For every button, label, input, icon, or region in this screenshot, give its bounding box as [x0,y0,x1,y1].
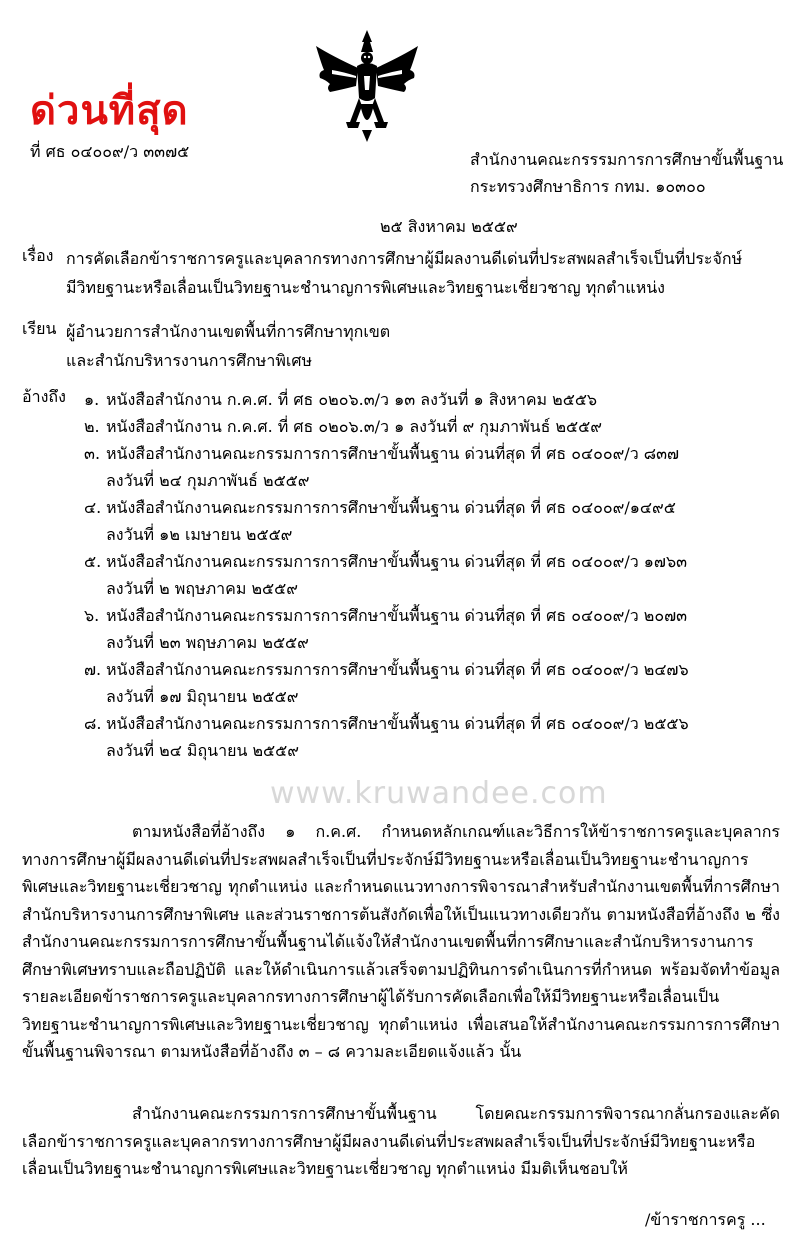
body-paragraph [22,1100,780,1183]
reference-number: ๒. [84,417,100,436]
reference-item [84,440,784,467]
recipient-text [66,317,786,375]
reference-item [84,602,784,629]
reference-item [84,386,784,413]
reference-date: ลงวันที่ ๒๓ พฤษภาคม ๒๕๕๙ [106,633,309,652]
reference-number: ๘. [84,714,102,733]
references-list [84,386,784,764]
urgent-stamp: ด่วนที่สุด [30,88,189,134]
reference-item [84,548,784,575]
reference-number: ๓. [84,444,101,463]
reference-text: หนังสือสำนักงานคณะกรรมการการศึกษาขั้นพื้นฐาน ด่วนที่สุด ที่ ศธ ๐๔๐๐๙/ว ๘๓๗ [106,444,680,463]
subject-line: การคัดเลือกข้าราชการครูและบุคลากรทางการศึกษาผู้มีผลงานดีเด่นที่ประสพผลสำเร็จเป็นที่ประจักษ์ [66,249,743,268]
subject-text [66,244,786,302]
document-date: ๒๕ สิงหาคม ๒๕๕๙ [380,217,518,236]
recipient-line: ผู้อำนวยการสำนักงานเขตพื้นที่การศึกษาทุกเขต [66,322,391,341]
reference-date: ลงวันที่ ๑๒ เมษายน ๒๕๕๙ [106,525,293,544]
subject-line: มีวิทยฐานะหรือเลื่อนเป็นวิทยฐานะชำนาญการพิเศษและวิทยฐานะเชี่ยวชาญ ทุกตำแหน่ง [66,278,665,297]
reference-date: ลงวันที่ ๒ พฤษภาคม ๒๕๕๙ [106,579,298,598]
paragraph-text: ตามหนังสือที่อ้างถึง ๑ ก.ค.ศ. กำหนดหลักเกณฑ์และวิธีการให้ข้าราชการครูและบุคลากรทางการศึกษาผู้มีผลงานดีเด่นที่ประสพผลสำเร็จเป็นที่ประจักษ์มีวิทยฐานะหรือเลื่อนเป็นวิทยฐานะชำนาญการพิเศษและวิทยฐานะเชี่ยวชาญ ทุกตำแหน่ง และกำหนดแนวทางการพิจารณาสำหรับสำนักงานเขตพื้นที่การศึกษา สำนักบริหารงานการศึกษาพิเศษ และส่วนราชการต้นสังกัดเพื่อให้เป็นแนวทางเดียวกัน ตามหนังสือที่อ้างถึง ๒ ซึ่งสำนักงานคณะกรรมการการศึกษาขั้นพื้นฐานได้แจ้งให้สำนักงานเขตพื้นที่การศึกษาและสำนักบริหารงานการศึกษาพิเศษทราบและถือปฏิบัติ และให้ดำเนินการแล้วเสร็จตามปฏิทินการดำเนินการที่กำหนด พร้อมจัดทำข้อมูลรายละเอียดข้าราชการครูและบุคลากรทางการศึกษาผู้ได้รับการคัดเลือกเพื่อให้มีวิทยฐานะหรือเลื่อนเป็นวิทยฐานะชำนาญการพิเศษและวิทยฐานะเชี่ยวชาญ ทุกตำแหน่ง เพื่อเสนอให้สำนักงานคณะกรรมการการศึกษาขั้นพื้นฐานพิจารณา ตามหนังสือที่อ้างถึง ๓ – ๘ ความละเอียดแจ้งแล้ว นั้น [22,822,780,1061]
reference-text: หนังสือสำนักงานคณะกรรมการการศึกษาขั้นพื้นฐาน ด่วนที่สุด ที่ ศธ ๐๔๐๐๙/ว ๒๕๕๖ [106,714,689,733]
continuation-marker: /ข้าราชการครู ... [645,1210,766,1229]
garuda-emblem-icon [312,26,422,146]
document-number: ที่ ศธ ๐๔๐๐๙/ว ๓๓๗๕ [30,142,190,161]
recipient-label: เรียน [22,319,57,338]
reference-date: ลงวันที่ ๑๗ มิถุนายน ๒๕๕๙ [106,687,299,706]
reference-number: ๑. [84,390,100,409]
reference-text: หนังสือสำนักงาน ก.ค.ศ. ที่ ศธ ๐๒๐๖.๓/ว ๑๓ ลงวันที่ ๑ สิงหาคม ๒๕๕๖ [106,390,598,409]
references-label: อ้างถึง [22,387,66,406]
subject-label: เรื่อง [22,246,54,265]
reference-item [84,494,784,521]
reference-number: ๔. [84,498,102,517]
watermark-text: www.kruwandee.com [270,776,608,811]
reference-text: หนังสือสำนักงานคณะกรรมการการศึกษาขั้นพื้นฐาน ด่วนที่สุด ที่ ศธ ๐๔๐๐๙/ว ๒๐๗๓ [106,606,688,625]
reference-text: หนังสือสำนักงานคณะกรรมการการศึกษาขั้นพื้นฐาน ด่วนที่สุด ที่ ศธ ๐๔๐๐๙/ว ๒๔๗๖ [106,660,689,679]
reference-text: หนังสือสำนักงาน ก.ค.ศ. ที่ ศธ ๐๒๐๖.๓/ว ๑ ลงวันที่ ๙ กุมภาพันธ์ ๒๕๕๙ [106,417,602,436]
reference-date: ลงวันที่ ๒๔ มิถุนายน ๒๕๕๙ [106,741,299,760]
reference-date: ลงวันที่ ๒๔ กุมภาพันธ์ ๒๕๕๙ [106,471,310,490]
reference-item [84,656,784,683]
organization-address: กระทรวงศึกษาธิการ กทม. ๑๐๓๐๐ [470,177,706,196]
issuing-organization: สำนักงานคณะกรรรมการการศึกษาขั้นพื้นฐาน [470,150,784,169]
body-paragraph [22,818,780,1066]
recipient-line: และสำนักบริหารงานการศึกษาพิเศษ [66,351,313,370]
reference-item [84,710,784,737]
reference-text: หนังสือสำนักงานคณะกรรมการการศึกษาขั้นพื้นฐาน ด่วนที่สุด ที่ ศธ ๐๔๐๐๙/๑๔๙๕ [106,498,676,517]
paragraph-text: สำนักงานคณะกรรมการการศึกษาขั้นพื้นฐาน โดยคณะกรรมการพิจารณากลั่นกรองและคัดเลือกข้าราชการครูและบุคลากรทางการศึกษาผู้มีผลงานดีเด่นที่ประสพผลสำเร็จเป็นที่ประจักษ์มีวิทยฐานะหรือเลื่อนเป็นวิทยฐานะชำนาญการพิเศษและวิทยฐานะเชี่ยวชาญ ทุกตำแหน่ง มีมติเห็นชอบให้ [22,1104,780,1178]
reference-number: ๗. [84,660,102,679]
reference-number: ๖. [84,606,100,625]
reference-number: ๕. [84,552,102,571]
reference-text: หนังสือสำนักงานคณะกรรมการการศึกษาขั้นพื้นฐาน ด่วนที่สุด ที่ ศธ ๐๔๐๐๙/ว ๑๗๖๓ [106,552,688,571]
reference-item [84,413,784,440]
